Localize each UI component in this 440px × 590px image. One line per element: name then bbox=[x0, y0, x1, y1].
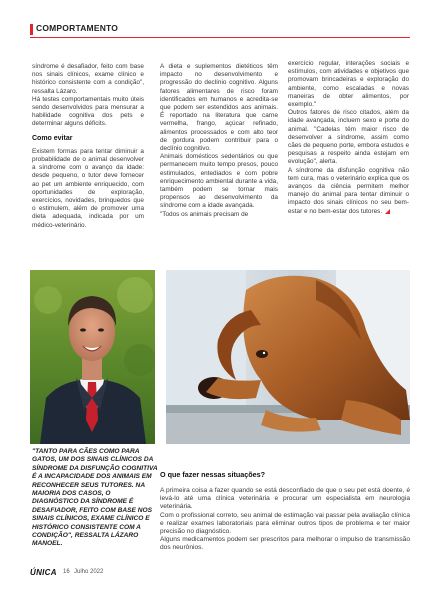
page-footer bbox=[30, 568, 230, 580]
bottom-text bbox=[160, 487, 410, 553]
subheading-o-que-fazer: O que fazer nessas situações? bbox=[160, 470, 266, 479]
dog-photo bbox=[166, 270, 410, 444]
page-number: 16 bbox=[63, 569, 70, 575]
col2-paragraph-1: A dieta e suplementos dietéticos têm impacto no desenvolvimento e progressão do declínio cognitivo. Alguns fatores alimentares de risco foram identificados em humanos e acredita-se que podem ser estendidos aos animais. É reportado na literatura que carne vermelha, frango, açúcar refinado, alimentos processados e com alto teor de gordura podem contribuir para o declínio cognitivo. bbox=[160, 63, 278, 153]
col3-paragraph-3: A síndrome da disfunção cognitiva não tem cura, mas o veterinário explica que os avanços da ciência permitem melhor manejo do animal para tentar diminuir o impacto dos sinais clínicos no seu bem-estar e no bem-estar dos tutores. bbox=[288, 166, 409, 215]
section-tag bbox=[30, 22, 180, 38]
dog-photo-icon bbox=[166, 270, 410, 444]
column-2 bbox=[160, 63, 278, 219]
article-end-mark-icon bbox=[385, 209, 390, 214]
bottom-paragraph-3: Alguns medicamentos podem ser prescritos para melhorar o impulso de transmissão dos neurônios. bbox=[160, 536, 410, 552]
pull-quote: "TANTO PARA CÃES COMO PARA GATOS, UM DOS SINAIS CLÍNICOS DA SÍNDROME DA DISFUNÇÃO COGNITIVA É A INCAPACIDADE DOS ANIMAIS EM RECONHECER SEUS TUTORES. NA MAIORIA DOS CASOS, O DIAGNÓSTICO DA SÍNDROME É DESAFIADOR, FEITO COM BASE NOS SINAIS CLÍNICOS, EXAME CLÍNICO E HISTÓRICO CONSISTENTE COM A CONDIÇÃO", RESSALTA LÁZARO MANOEL. bbox=[32, 448, 158, 548]
subheading-como-evitar: Como evitar bbox=[32, 134, 73, 142]
col3-paragraph-3-wrap bbox=[288, 167, 409, 216]
section-accent-bar bbox=[30, 24, 33, 35]
issue-date: Julho 2022 bbox=[74, 569, 104, 575]
col1-paragraph-2: Há testes comportamentais muito úteis sendo desenvolvidos para mensurar a habilidade cognitiva dos pets e determinar alguns déficits. bbox=[32, 95, 144, 128]
bottom-paragraph-1: A primeira coisa a fazer quando se está desconfiado de que o seu pet está doente, é levá-lo até uma clínica veterinária e procurar um especialista em neurologia veterinária. bbox=[160, 487, 410, 511]
header-rule bbox=[30, 37, 410, 38]
section-label: COMPORTAMENTO bbox=[36, 23, 119, 33]
col3-paragraph-1: exercício regular, interações sociais e estímulos, com atividades e objetivos que promovam brincadeiras e exploração do ambiente, como escaladas e novas maneiras de obter alimentos, por exemplo." bbox=[288, 60, 409, 109]
bottom-paragraph-2: Com o profissional correto, seu animal de estimação vai passar pela avaliação clínica e realizar exames laboratoriais para eliminar outros tipos de problema e ter maior precisão no diagnóstico. bbox=[160, 511, 410, 536]
col2-paragraph-2: Animais domésticos sedentários ou que permanecem muito tempo presos, pouco estimulados, entediados e com pobre enriquecimento ambiental durante a vida, também podem se tornar mais propensos ao desenvolvimento da síndrome com a idade avançada. bbox=[160, 153, 278, 210]
col2-paragraph-3: "Todos os animais precisam de bbox=[160, 210, 249, 218]
col1-paragraph-1: síndrome é desafiador, feito com base nos sinais clínicos, exame clínico e histórico consistente com a condição", ressalta Lázaro. bbox=[32, 63, 144, 95]
column-3 bbox=[288, 60, 409, 216]
column-1 bbox=[32, 63, 144, 230]
col3-paragraph-2: Outros fatores de risco citados, além da idade avançada, incluem sexo e porte do animal. "Cadelas têm maior risco de desenvolver a síndrome, assim como cães de pequeno porte, embora estudos e pesquisas a respeito ainda estejam em evolução", alerta. bbox=[288, 109, 409, 166]
magazine-logo: ÚNICA bbox=[30, 568, 57, 577]
portrait-photo bbox=[30, 270, 155, 444]
person-photo-icon bbox=[30, 270, 155, 444]
col1-paragraph-3: Existem formas para tentar diminuir a probabilidade de o animal desenvolver a síndrome com o avanço da idade: desde pequeno, o tutor deve fornecer ao pet um ambiente enriquecido, com oportunidades de exploração, exercícios, novidades, brinquedos que o estimulem, além de promover uma dieta adequada, indicada por um médico-veterinário. bbox=[32, 147, 144, 229]
